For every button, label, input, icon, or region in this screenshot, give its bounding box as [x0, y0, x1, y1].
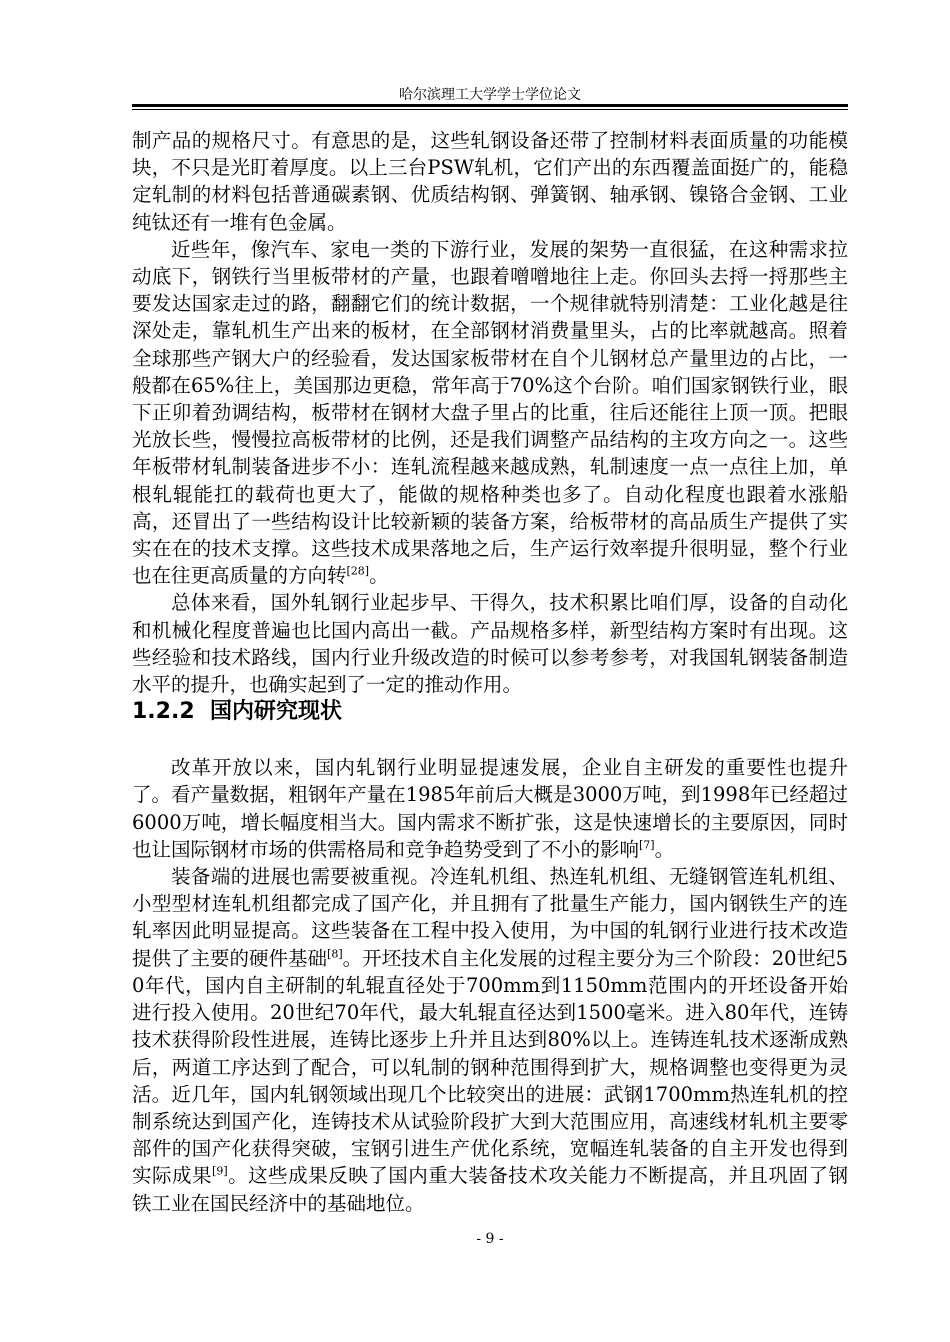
section-title: 国内研究现状 — [210, 699, 343, 725]
citation-ref: [7] — [639, 838, 655, 852]
page-number: - 9 - — [476, 1231, 504, 1247]
section-heading — [132, 698, 848, 754]
paragraph-text: 近些年，像汽车、家电一类的下游行业，发展的架势一直很猛，在这种需求拉动底下，钢铁行当里板带材的产量，也跟着噌噌地往上走。你回头去捋一捋那些主要发达国家走过的路，翻翻它们的统计数据，一个规律就特别清楚：工业化越是往深处走，靠轧机生产出来的板材，在全部钢材消费量里头，占的比率就越高。照着全球那些产钢大户的经验看，发达国家板带材在自个儿钢材总产量里边的占比，一般都在65%往上，美国那边更稳，常年高于70%这个台阶。咱们国家钢铁行业，眼下正卯着劲调结构，板带材在钢材大盘子里占的比重，往后还能往上顶一顶。把眼光放长些，慢慢拉高板带材的比例，还是我们调整产品结构的主攻方向之一。这些年板带材轧制装备进步不小：连轧流程越来越成熟，轧制速度一点一点往上加，单根轧辊能扛的载荷也更大了，能做的规格种类也多了。自动化程度也跟着水涨船高，还冒出了一些结构设计比较新颖的装备方案，给板带材的高品质生产提供了实实在在的技术支撑。这些技术成果落地之后，生产运行效率提升很明显，整个行业也在往更高质量的方向转 — [132, 237, 848, 588]
section-number: 1.2.2 — [132, 699, 195, 725]
paragraph-equipment — [132, 863, 848, 1217]
paragraph-plate-strip — [132, 236, 848, 590]
paragraph-text: 总体来看，国外轧钢行业起步早、干得久，技术积累比咱们厚，设备的自动化和机械化程度普遍也比国内高出一截。产品规格多样，新型结构方案时有出现。这些经验和技术路线，国内行业升级改造的时候可以参考参考，对我国轧钢装备制造水平的提升，也确实起到了一定的推动作用。 — [132, 591, 848, 697]
header-rule-thin — [132, 109, 848, 110]
citation-ref: [9] — [212, 1164, 228, 1178]
paragraph-domestic-growth — [132, 754, 848, 863]
paragraph-summary — [132, 589, 848, 698]
body-text — [132, 127, 848, 1217]
paragraph-text: 改革开放以来，国内轧钢行业明显提速发展，企业自主研发的重要性也提升了。看产量数据，粗钢年产量在1985年前后大概是3000万吨，到1998年已经超过6000万吨，增长幅度相当大。国内需求不断扩张，这是快速增长的主要原因，同时也让国际钢材市场的供需格局和竞争趋势受到了不小的影响 — [132, 756, 848, 861]
paragraph-text: 制产品的规格尺寸。有意思的是，这些轧钢设备还带了控制材料表面质量的功能模块，不只是光盯着厚度。以上三台PSW轧机，它们产出的东西覆盖面挺广的，能稳定轧制的材料包括普通碳素钢、优质结构钢、弹簧钢、轴承钢、镍铬合金钢、工业纯钛还有一堆有色金属。 — [132, 129, 848, 234]
paragraph-tail: 。 — [369, 564, 389, 588]
citation-ref: [8] — [327, 947, 343, 961]
paragraph-text: 装备端的进展也需要被重视。冷连轧机组、热连轧机组、无缝钢管连轧机组、小型型材连轧机组都完成了国产化，并且拥有了批量生产能力，国内钢铁生产的连轧率因此明显提高。这些装备在工程中投入使用，为中国的轧钢行业进行技术改造提供了主要的硬件基础 — [132, 865, 848, 970]
paragraph-middle: 。开坯技术自主化发展的过程主要分为三个阶段：20世纪50年代，国内自主研制的轧辊直径处于700mm到1150mm范围内的开坯设备开始进行投入使用。20世纪70年代，最大轧辊直径达到1500毫米。进入80年代，连铸技术获得阶段性进展，连铸比逐步上升并且达到80%以上。连铸连轧技术逐渐成熟后，两道工序达到了配合，可以轧制的钢种范围得到扩大，规格调整也变得更为灵活。近几年，国内轧钢领域出现几个比较突出的进展：武钢1700mm热连轧机的控制系统达到国产化，连铸技术从试验阶段扩大到大范围应用，高速线材轧机主要零部件的国产化获得突破，宝钢引进生产优化系统，宽幅连轧装备的自主开发也得到实际成果 — [132, 946, 848, 1188]
citation-ref: [28] — [346, 564, 370, 578]
running-header: 哈尔滨理工大学学士学位论文 — [399, 87, 581, 103]
paragraph-tail: 。 — [654, 837, 675, 861]
paragraph-tail: 。这些成果反映了国内重大装备技术攻关能力不断提高，并且巩固了钢铁工业在国民经济中的基础地位。 — [132, 1164, 848, 1215]
paragraph-continued — [132, 127, 848, 236]
header-rule-thick — [132, 104, 848, 107]
